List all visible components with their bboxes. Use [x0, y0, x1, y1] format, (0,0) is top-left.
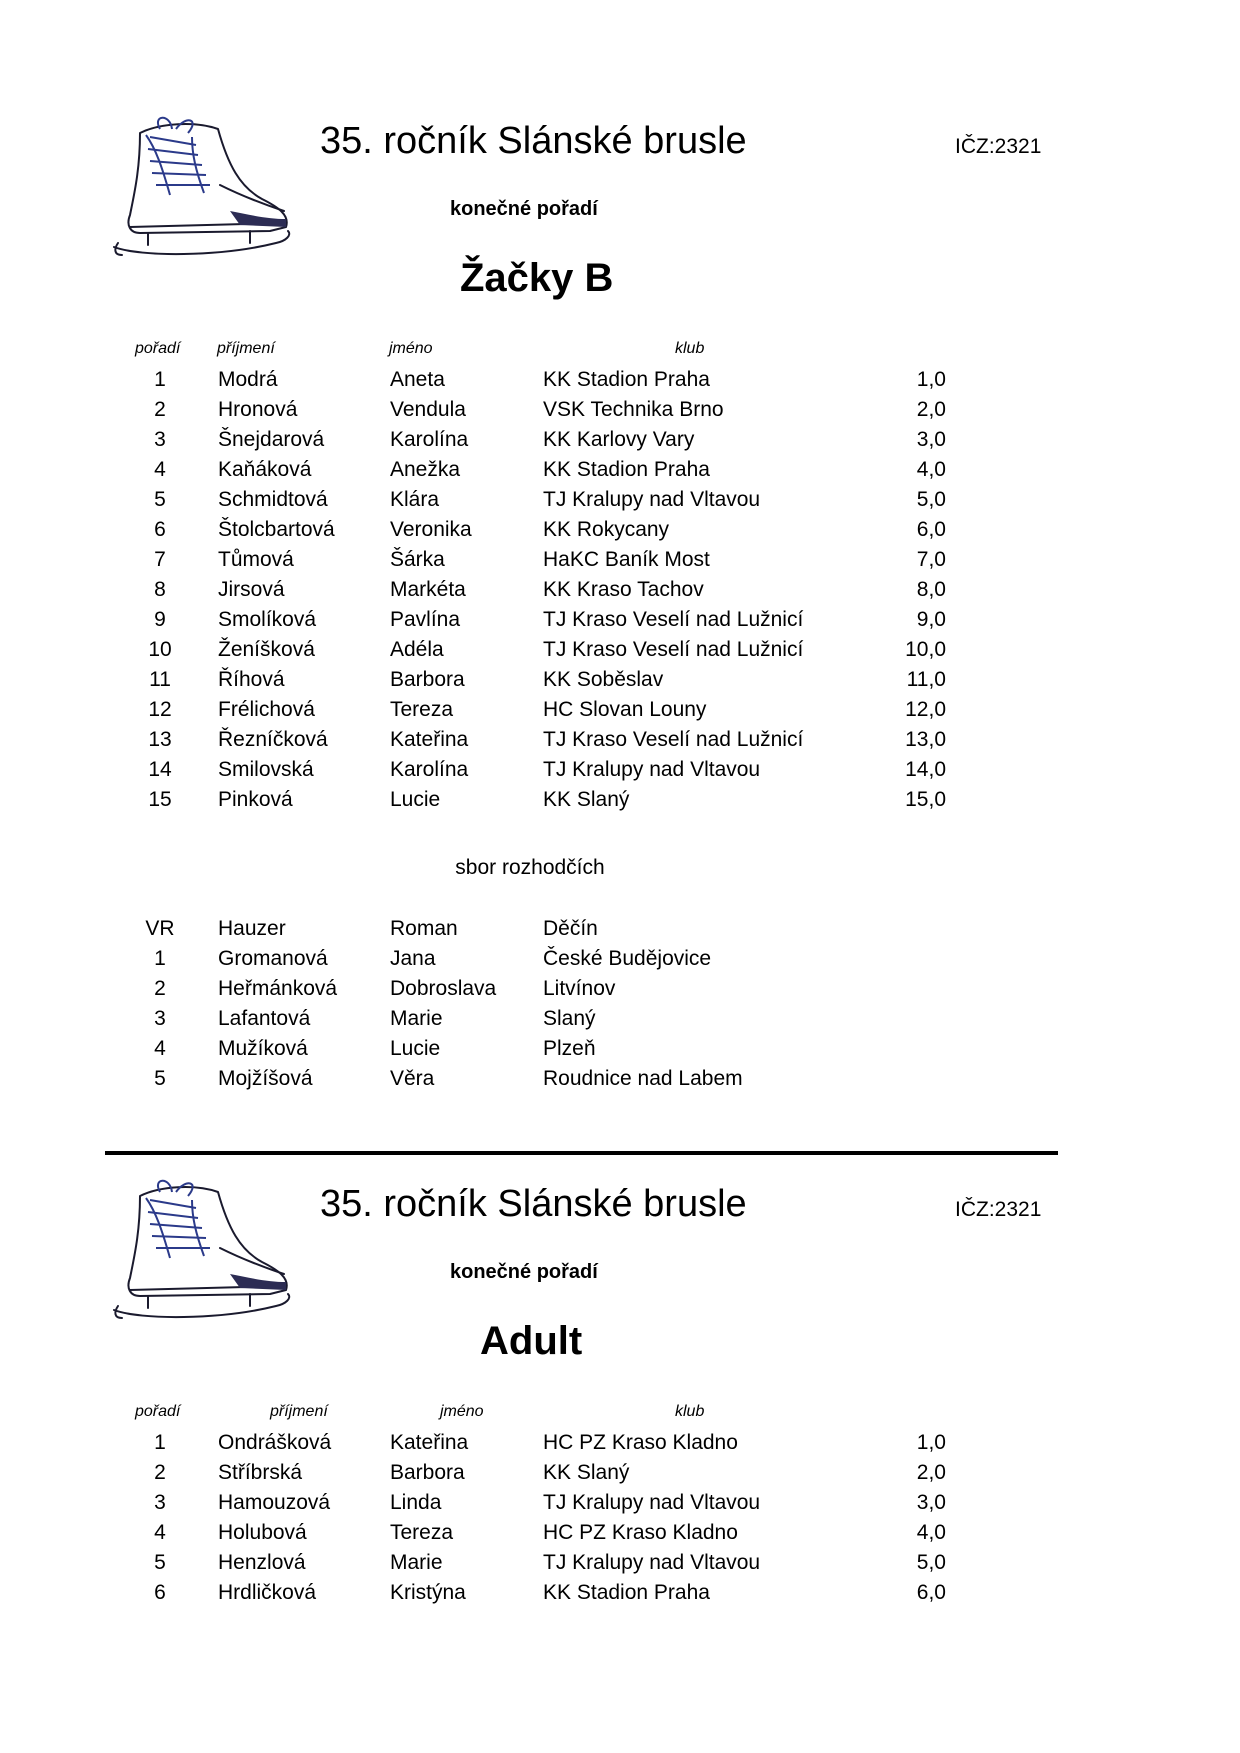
club-cell: KK Stadion Praha [543, 458, 710, 481]
results-subtitle: konečné pořadí [450, 1261, 598, 1283]
rank-cell: 8 [154, 578, 166, 601]
table-row [0, 1491, 1240, 1521]
results-subtitle: konečné pořadí [450, 198, 598, 220]
surname-cell: Ondrášková [218, 1431, 332, 1454]
surname-cell: Henzlová [218, 1551, 306, 1574]
surname-cell: Jirsová [218, 578, 285, 601]
table-row [0, 668, 1240, 698]
score-cell: 12,0 [905, 698, 946, 721]
score-cell: 4,0 [916, 1521, 946, 1544]
name-cell: Adéla [390, 638, 444, 661]
score-cell: 3,0 [916, 428, 946, 451]
table-row [0, 518, 1240, 548]
table-row [0, 578, 1240, 608]
surname-cell: Modrá [218, 368, 278, 391]
city-cell: Roudnice nad Labem [543, 1067, 743, 1090]
rank-cell: 13 [148, 728, 172, 751]
judge-role-cell: VR [145, 917, 175, 940]
name-cell: Šárka [390, 548, 445, 571]
surname-cell: Hauzer [218, 917, 286, 940]
table-row [0, 1551, 1240, 1581]
score-cell: 6,0 [916, 1581, 946, 1604]
table-row [0, 1461, 1240, 1491]
rank-cell: 15 [148, 788, 172, 811]
table-row [0, 488, 1240, 518]
judges-panel-title: sbor rozhodčích [455, 856, 605, 879]
column-header-club: klub [675, 1403, 705, 1420]
surname-cell: Smilovská [218, 758, 314, 781]
name-cell: Karolína [390, 758, 469, 781]
table-row [0, 788, 1240, 818]
rank-cell: 10 [148, 638, 172, 661]
name-cell: Lucie [390, 1037, 441, 1060]
club-cell: TJ Kraso Veselí nad Lužnicí [543, 608, 804, 631]
icz-code: IČZ:2321 [955, 1198, 1042, 1221]
rank-cell: 1 [154, 368, 166, 391]
surname-cell: Hamouzová [218, 1491, 331, 1514]
name-cell: Aneta [390, 368, 445, 391]
surname-cell: Frélichová [218, 698, 315, 721]
city-cell: České Budějovice [543, 947, 712, 970]
rank-cell: 1 [154, 1431, 166, 1454]
surname-cell: Štolcbartová [218, 518, 335, 541]
surname-cell: Smolíková [218, 608, 317, 631]
surname-cell: Ženíšková [218, 638, 315, 661]
score-cell: 1,0 [916, 1431, 946, 1454]
club-cell: TJ Kralupy nad Vltavou [543, 1491, 761, 1514]
column-header-surname: příjmení [217, 340, 275, 357]
ice-skate-icon [100, 115, 300, 275]
club-cell: KK Slaný [543, 1461, 630, 1484]
name-cell: Vendula [390, 398, 466, 421]
column-header-club: klub [675, 340, 705, 357]
club-cell: TJ Kraso Veselí nad Lužnicí [543, 728, 804, 751]
table-row [0, 428, 1240, 458]
score-cell: 1,0 [916, 368, 946, 391]
surname-cell: Gromanová [218, 947, 328, 970]
city-cell: Slaný [543, 1007, 596, 1030]
score-cell: 4,0 [916, 458, 946, 481]
club-cell: TJ Kraso Veselí nad Lužnicí [543, 638, 804, 661]
column-header-rank: pořadí [135, 1403, 181, 1420]
rank-cell: 11 [149, 668, 171, 691]
surname-cell: Říhová [218, 668, 285, 691]
surname-cell: Hronová [218, 398, 298, 421]
judge-role-cell: 4 [154, 1037, 166, 1060]
surname-cell: Holubová [218, 1521, 307, 1544]
club-cell: KK Slaný [543, 788, 630, 811]
name-cell: Kateřina [390, 1431, 469, 1454]
surname-cell: Řezníčková [218, 728, 328, 751]
name-cell: Marie [390, 1007, 443, 1030]
category-title: Adult [480, 1319, 583, 1363]
club-cell: HC PZ Kraso Kladno [543, 1431, 738, 1454]
rank-cell: 9 [154, 608, 166, 631]
city-cell: Plzeň [543, 1037, 596, 1060]
column-header-name: jméno [389, 340, 433, 357]
judge-role-cell: 3 [154, 1007, 166, 1030]
score-cell: 10,0 [905, 638, 946, 661]
surname-cell: Mojžíšová [218, 1067, 313, 1090]
surname-cell: Heřmánková [218, 977, 338, 1000]
judge-row [0, 1007, 1240, 1037]
name-cell: Anežka [390, 458, 461, 481]
score-cell: 5,0 [916, 1551, 946, 1574]
table-row [0, 608, 1240, 638]
rank-cell: 4 [154, 1521, 166, 1544]
name-cell: Markéta [390, 578, 466, 601]
table-row [0, 548, 1240, 578]
surname-cell: Stříbrská [218, 1461, 303, 1484]
club-cell: TJ Kralupy nad Vltavou [543, 1551, 761, 1574]
club-cell: HC PZ Kraso Kladno [543, 1521, 738, 1544]
name-cell: Marie [390, 1551, 443, 1574]
score-cell: 5,0 [916, 488, 946, 511]
club-cell: HC Slovan Louny [543, 698, 707, 721]
name-cell: Věra [390, 1067, 435, 1090]
score-cell: 6,0 [916, 518, 946, 541]
name-cell: Lucie [390, 788, 441, 811]
ice-skate-icon [100, 1178, 300, 1338]
name-cell: Jana [390, 947, 436, 970]
score-cell: 8,0 [916, 578, 946, 601]
surname-cell: Kaňáková [218, 458, 312, 481]
table-row [0, 728, 1240, 758]
table-row [0, 1521, 1240, 1551]
column-header-name: jméno [440, 1403, 484, 1420]
judge-row [0, 977, 1240, 1007]
club-cell: HaKC Baník Most [543, 548, 710, 571]
judge-row [0, 1067, 1240, 1097]
table-row [0, 368, 1240, 398]
section-divider [105, 1151, 1058, 1155]
name-cell: Barbora [390, 668, 465, 691]
name-cell: Tereza [390, 1521, 454, 1544]
club-cell: KK Karlovy Vary [543, 428, 695, 451]
name-cell: Tereza [390, 698, 454, 721]
club-cell: VSK Technika Brno [543, 398, 724, 421]
rank-cell: 12 [148, 698, 172, 721]
surname-cell: Pinková [218, 788, 293, 811]
table-row [0, 1431, 1240, 1461]
rank-cell: 7 [154, 548, 166, 571]
surname-cell: Lafantová [218, 1007, 311, 1030]
score-cell: 2,0 [916, 1461, 946, 1484]
name-cell: Pavlína [390, 608, 461, 631]
name-cell: Karolína [390, 428, 469, 451]
surname-cell: Hrdličková [218, 1581, 317, 1604]
rank-cell: 4 [154, 458, 166, 481]
score-cell: 14,0 [905, 758, 946, 781]
rank-cell: 3 [154, 1491, 166, 1514]
city-cell: Litvínov [543, 977, 616, 1000]
name-cell: Dobroslava [390, 977, 497, 1000]
club-cell: TJ Kralupy nad Vltavou [543, 488, 761, 511]
column-header-rank: pořadí [135, 340, 181, 357]
table-row [0, 758, 1240, 788]
surname-cell: Mužíková [218, 1037, 308, 1060]
name-cell: Kateřina [390, 728, 469, 751]
table-row [0, 698, 1240, 728]
club-cell: KK Rokycany [543, 518, 670, 541]
name-cell: Roman [390, 917, 458, 940]
rank-cell: 6 [154, 1581, 166, 1604]
surname-cell: Tůmová [218, 548, 294, 571]
event-title: 35. ročník Slánské brusle [320, 120, 747, 162]
club-cell: KK Stadion Praha [543, 1581, 710, 1604]
name-cell: Kristýna [390, 1581, 466, 1604]
rank-cell: 2 [154, 398, 166, 421]
judge-role-cell: 1 [154, 947, 166, 970]
score-cell: 7,0 [916, 548, 946, 571]
table-row [0, 638, 1240, 668]
table-row [0, 398, 1240, 428]
rank-cell: 5 [154, 1551, 166, 1574]
icz-code: IČZ:2321 [955, 135, 1042, 158]
city-cell: Děčín [543, 917, 598, 940]
judge-role-cell: 5 [154, 1067, 166, 1090]
name-cell: Klára [390, 488, 440, 511]
score-cell: 9,0 [916, 608, 946, 631]
club-cell: KK Stadion Praha [543, 368, 710, 391]
score-cell: 3,0 [916, 1491, 946, 1514]
surname-cell: Schmidtová [218, 488, 328, 511]
rank-cell: 14 [148, 758, 172, 781]
column-header-surname: příjmení [270, 1403, 328, 1420]
judge-role-cell: 2 [154, 977, 166, 1000]
score-cell: 11,0 [906, 668, 946, 691]
table-row [0, 458, 1240, 488]
club-cell: KK Soběslav [543, 668, 664, 691]
club-cell: TJ Kralupy nad Vltavou [543, 758, 761, 781]
score-cell: 15,0 [905, 788, 946, 811]
name-cell: Veronika [390, 518, 472, 541]
judge-row [0, 917, 1240, 947]
surname-cell: Šnejdarová [218, 428, 325, 451]
club-cell: KK Kraso Tachov [543, 578, 704, 601]
event-title: 35. ročník Slánské brusle [320, 1183, 747, 1225]
rank-cell: 6 [154, 518, 166, 541]
category-title: Žačky B [460, 256, 614, 300]
judge-row [0, 1037, 1240, 1067]
judge-row [0, 947, 1240, 977]
name-cell: Linda [390, 1491, 442, 1514]
score-cell: 2,0 [916, 398, 946, 421]
score-cell: 13,0 [905, 728, 946, 751]
name-cell: Barbora [390, 1461, 465, 1484]
rank-cell: 5 [154, 488, 166, 511]
rank-cell: 3 [154, 428, 166, 451]
table-row [0, 1581, 1240, 1611]
rank-cell: 2 [154, 1461, 166, 1484]
